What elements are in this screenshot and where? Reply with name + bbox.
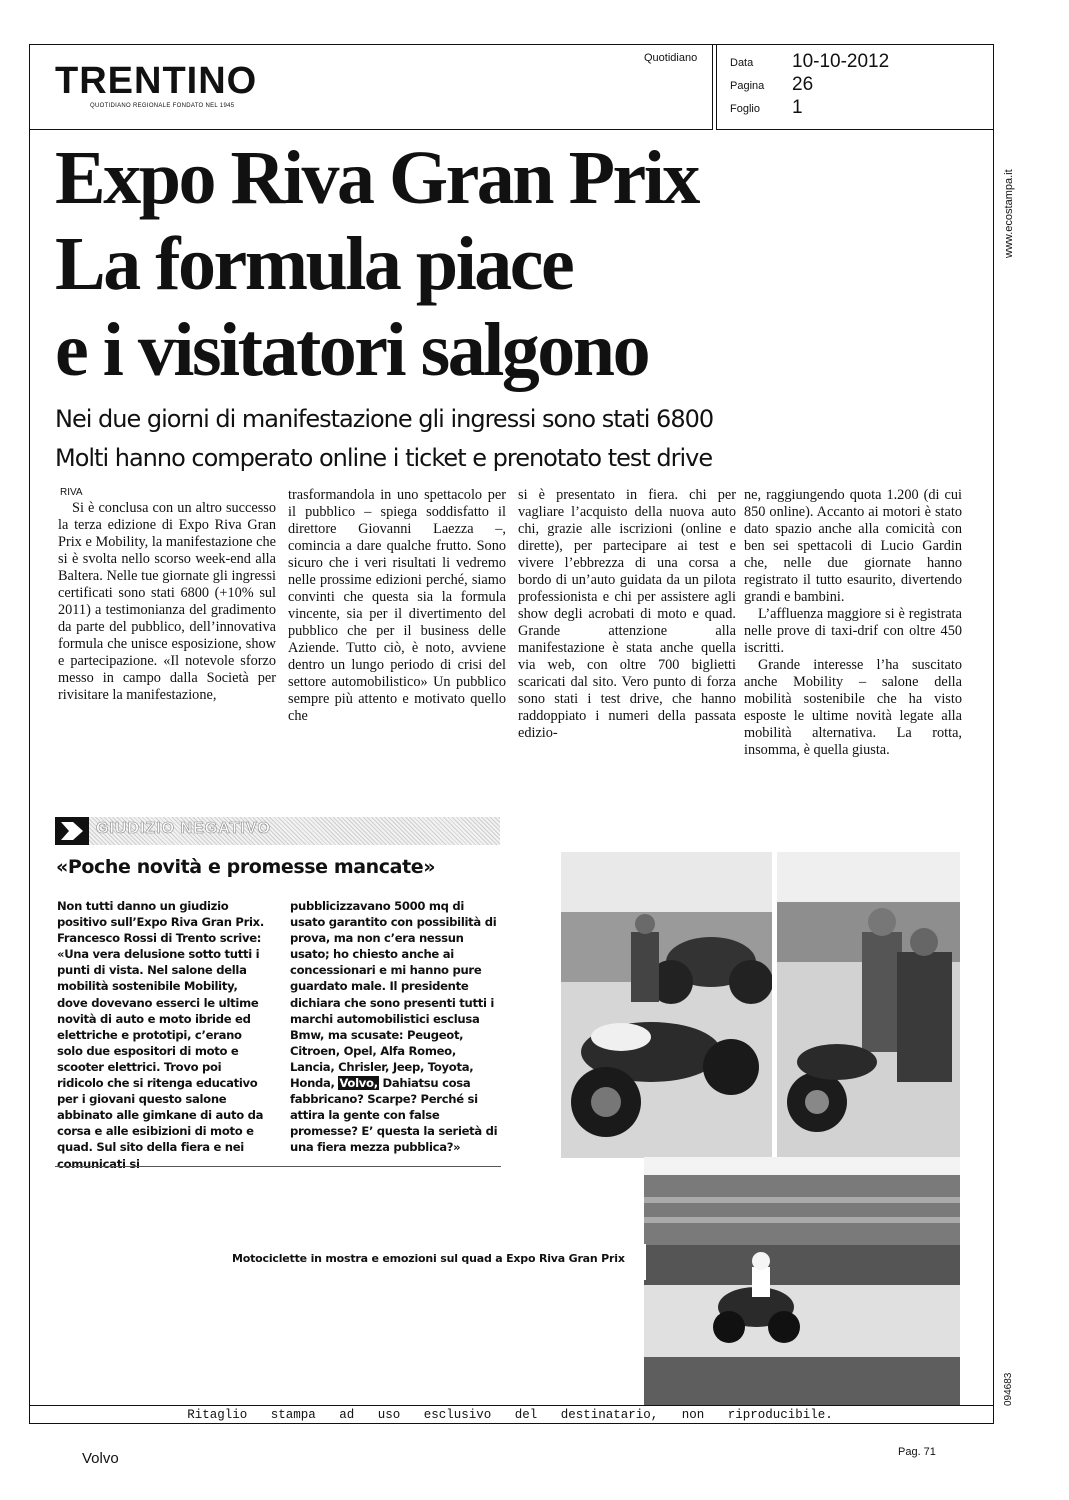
- paragraph: L’affluenza maggiore si è registrata nelle prove di taxi-drif con oltre 450 iscritti.: [744, 606, 962, 656]
- paragraph: si è presentato in fiera. chi per vagliare l’acquisto della nuova auto chi, grazie alle iscrizioni (online e dirette), per partecipare ai test e vivere l’ebbrezza di una corsa a bordo di un’auto guidata da un pilota professionista e chi per assistere agli show degli acrobati di moto e quad. Grande attenzione alla manifestazione è stata anche quella via web, con oltre 700 biglietti scaricati dal sito. Vero punto di forza sono stati i test drive, che hanno raddoppiato i numeri della passata edizio-: [518, 487, 736, 741]
- keyword-highlight: Volvo,: [339, 1076, 378, 1091]
- headline-line-3: e i visitatori salgono: [55, 308, 649, 392]
- photo-motorcycles: [561, 852, 772, 1158]
- box-headline: «Poche novità e promesse mancate»: [56, 856, 436, 878]
- page-number: Pag. 71: [898, 1446, 936, 1458]
- pagina-label: Pagina: [730, 80, 765, 92]
- foglio-label: Foglio: [730, 103, 760, 115]
- data-value: 10-10-2012: [792, 51, 890, 72]
- photo-caption: Motociclette in mostra e emozioni sul quad a Expo Riva Gran Prix: [232, 1252, 625, 1265]
- headline-line-2: La formula piace: [55, 222, 573, 306]
- article-column-1: [58, 500, 276, 704]
- box-column-1: Non tutti danno un giudizio positivo sull’Expo Riva Gran Prix. Francesco Rossi di Trento scrive: «Una vera delusione sotto tutti i punti di vista. Nel salone della mobilità sostenibile Mobility, dove dovevano esserci le ultime novità di auto e moto ibride ed elettriche e prototipi, c’erano solo due espositori di moto e scooter elettrici. Trovo poi ridicolo che si ritenga educativo per i giovani questo salone abbinato alle gimkane di auto da corsa e alle esibizioni di moto e quad. Sul sito della fiera e nei comunicati si: [57, 899, 264, 1171]
- footer-divider: [29, 1405, 994, 1406]
- publication-type: Quotidiano: [644, 52, 698, 64]
- masthead-logo: TRENTINO: [55, 60, 258, 102]
- paragraph: trasformandola in uno spettacolo per il pubblico – spiega soddisfatto il direttore Giovanni Laezza –, comincia a dare qualche frutto. Sono sicuro che i veri risultati li vedremo nelle prossime edizioni perché, siamo convinti che questa sia la formula vincente, sia per il divertimento del pubblico che per il business delle Aziende. Tutto ciò, è noto, avviene dentro un lungo periodo di crisi del settore automobilistico» Un pubblico sempre più attento e motivato quello che: [288, 487, 506, 724]
- subhead-line-2: Molti hanno comperato online i ticket e prenotato test drive: [55, 444, 713, 472]
- photo-quad-show: [644, 1157, 960, 1405]
- subhead-line-1: Nei due giorni di manifestazione gli ingressi sono stati 6800: [55, 405, 714, 433]
- section-label: GIUDIZIO NEGATIVO: [96, 820, 271, 837]
- arrow-icon: [55, 817, 89, 845]
- reproduction-notice: Ritaglio stampa ad uso esclusivo del destinatario, non riproducibile.: [187, 1408, 833, 1422]
- dateline: RIVA: [60, 487, 83, 498]
- side-url: www.ecostampa.it: [1003, 169, 1015, 258]
- paragraph: Grande interesse l’ha suscitato anche Mobility – salone della mobilità sostenibile che ha visto esposte le ultime novità legate alla mobilità alternativa. La rotta, insomma, è quella giusta.: [744, 657, 962, 758]
- article-column-3: [518, 487, 736, 742]
- box-column-2: pubblicizzavano 5000 mq di usato garantito con possibilità di prova, ma non c’era nessun usato; ho chiesto anche ai concessionari e mi hanno pure guardato male. Il presidente dichiara che sono presenti tutti i marchi automobilistici esclusa Bmw, ma scusate: Peugeot, Citroen, Opel, Alfa Romeo, Lancia, Chrisler, Jeep, Toyota, Honda, Volvo, Dahiatsu cosa fabbricano? Scarpe? Perché si attira la gente con false promesse? E’ questa la serietà di una fiera mezza pubblica?»: [290, 899, 498, 1155]
- masthead-tagline: QUOTIDIANO REGIONALE FONDATO NEL 1945: [90, 103, 235, 109]
- foglio-value: 1: [792, 97, 803, 118]
- data-label: Data: [730, 57, 754, 69]
- paragraph: Si è conclusa con un altro successo la terza edizione di Expo Riva Gran Prix e Mobility, la manifestazione che si è svolta nello scorso week-end alla Baltera. Nelle tue giornate gli ingressi certificati sono stati 6800 (+10% sul 2011) a testimonianza del gradimento da parte del pubblico, dell’innovativa formula che unisce esposizione, show e partecipazione. «Il notevole sforzo messo in campo dalla Società per rivisitare la manifestazione,: [58, 500, 276, 703]
- headline-line-1: Expo Riva Gran Prix: [55, 136, 698, 220]
- article-column-2: [288, 487, 506, 725]
- pagina-value: 26: [792, 74, 814, 95]
- paragraph: ne, raggiungendo quota 1.200 (di cui 850 online). Accanto ai motori è stato dato spazio anche alla comicità con ben sei spettacoli di Lucio Gardin che, nelle due giornate hanno registrato il tutto esaurito, divertendo grandi e bambini.: [744, 487, 962, 605]
- article-column-4: [744, 487, 962, 759]
- side-code: 094683: [1003, 1372, 1014, 1406]
- keyword-label: Volvo: [82, 1450, 119, 1467]
- photo-visitors: [777, 852, 960, 1158]
- divider: [55, 1166, 501, 1167]
